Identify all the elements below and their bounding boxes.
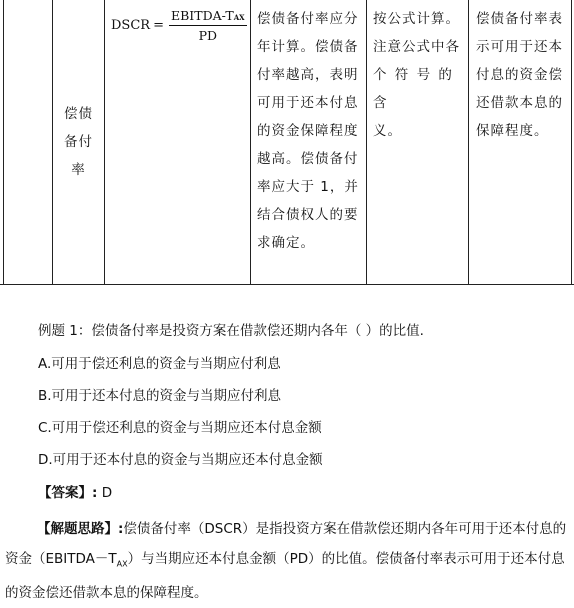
dscr-formula — [111, 8, 247, 43]
formula-fraction — [169, 8, 247, 43]
question-stem: 例题 1：偿债备付率是投资方案在借款偿还期内各年（ ）的比值. — [38, 323, 424, 339]
table-divider — [104, 0, 105, 285]
definition-line: 率应大于 1，并 — [257, 179, 359, 195]
meaning-line: 偿债备付率表 — [476, 11, 563, 27]
option-d: D.可用于还本付息的资金与当期应还本付息金额 — [38, 452, 323, 468]
option-c: C.可用于偿还利息的资金与当期应还本付息金额 — [38, 420, 322, 436]
table-border-bottom — [0, 284, 574, 285]
numerator-subscript: AX — [233, 13, 245, 22]
answer — [38, 482, 112, 504]
meaning-line: 还借款本息的 — [476, 95, 563, 111]
definition-line: 越高。偿债备付 — [257, 151, 359, 167]
row-label-line: 备付 — [64, 134, 93, 150]
answer-label: 【答案】: — [38, 485, 98, 501]
option-b: B.可用于还本付息的资金与当期应付利息 — [38, 388, 282, 404]
analysis-subscript: AX — [116, 559, 128, 569]
note-cell — [373, 5, 469, 145]
meaning-line: 示可用于还本 — [476, 39, 563, 55]
table-border-left — [3, 0, 4, 285]
analysis-text-1: 偿债备付率（DSCR）是指投资方案在借款偿还期内各年可用于还本付息的资金（EBITDA－T — [5, 521, 567, 567]
analysis-label: 【解题思路】: — [37, 521, 124, 537]
analysis-paragraph — [5, 515, 570, 608]
definition-line: 求确定。 — [257, 235, 315, 251]
formula-numerator — [169, 8, 247, 26]
formula-lhs: DSCR — [111, 18, 151, 33]
meaning-line: 保障程度。 — [476, 123, 549, 139]
definition-line: 的资金保障程度 — [257, 123, 359, 139]
note-line: 个 符 号 的 含 — [373, 67, 454, 111]
formula-equals: = — [153, 18, 164, 33]
answer-value: D — [101, 485, 113, 501]
analysis-text-2: ）与当期应还本付息金额（PD）的比值。偿债备付率表示可用于还本付息的资金偿还借款本息的保障程度。 — [5, 550, 565, 601]
table-divider — [250, 0, 251, 285]
definition-cell — [257, 5, 371, 257]
row-label-line: 率 — [71, 162, 86, 178]
formula-denominator: PD — [198, 28, 218, 43]
row-label — [53, 100, 104, 184]
definition-line: 结合债权人的要 — [257, 207, 359, 223]
indicator-table — [0, 0, 574, 285]
meaning-line: 付息的资金偿 — [476, 67, 563, 83]
definition-line: 可用于还本付息 — [257, 95, 359, 111]
note-line: 义。 — [373, 123, 402, 139]
note-line: 注意公式中各 — [373, 39, 460, 55]
meaning-cell — [476, 5, 574, 145]
definition-line: 付率越高，表明 — [257, 67, 359, 83]
note-line: 按公式计算。 — [373, 11, 460, 27]
definition-line: 偿债备付率应分 — [257, 11, 359, 27]
definition-line: 年计算。偿债备 — [257, 39, 359, 55]
numerator-text: EBITDA-T — [170, 8, 234, 23]
row-label-line: 偿债 — [64, 106, 93, 122]
option-a: A.可用于偿还利息的资金与当期应付利息 — [38, 356, 281, 372]
